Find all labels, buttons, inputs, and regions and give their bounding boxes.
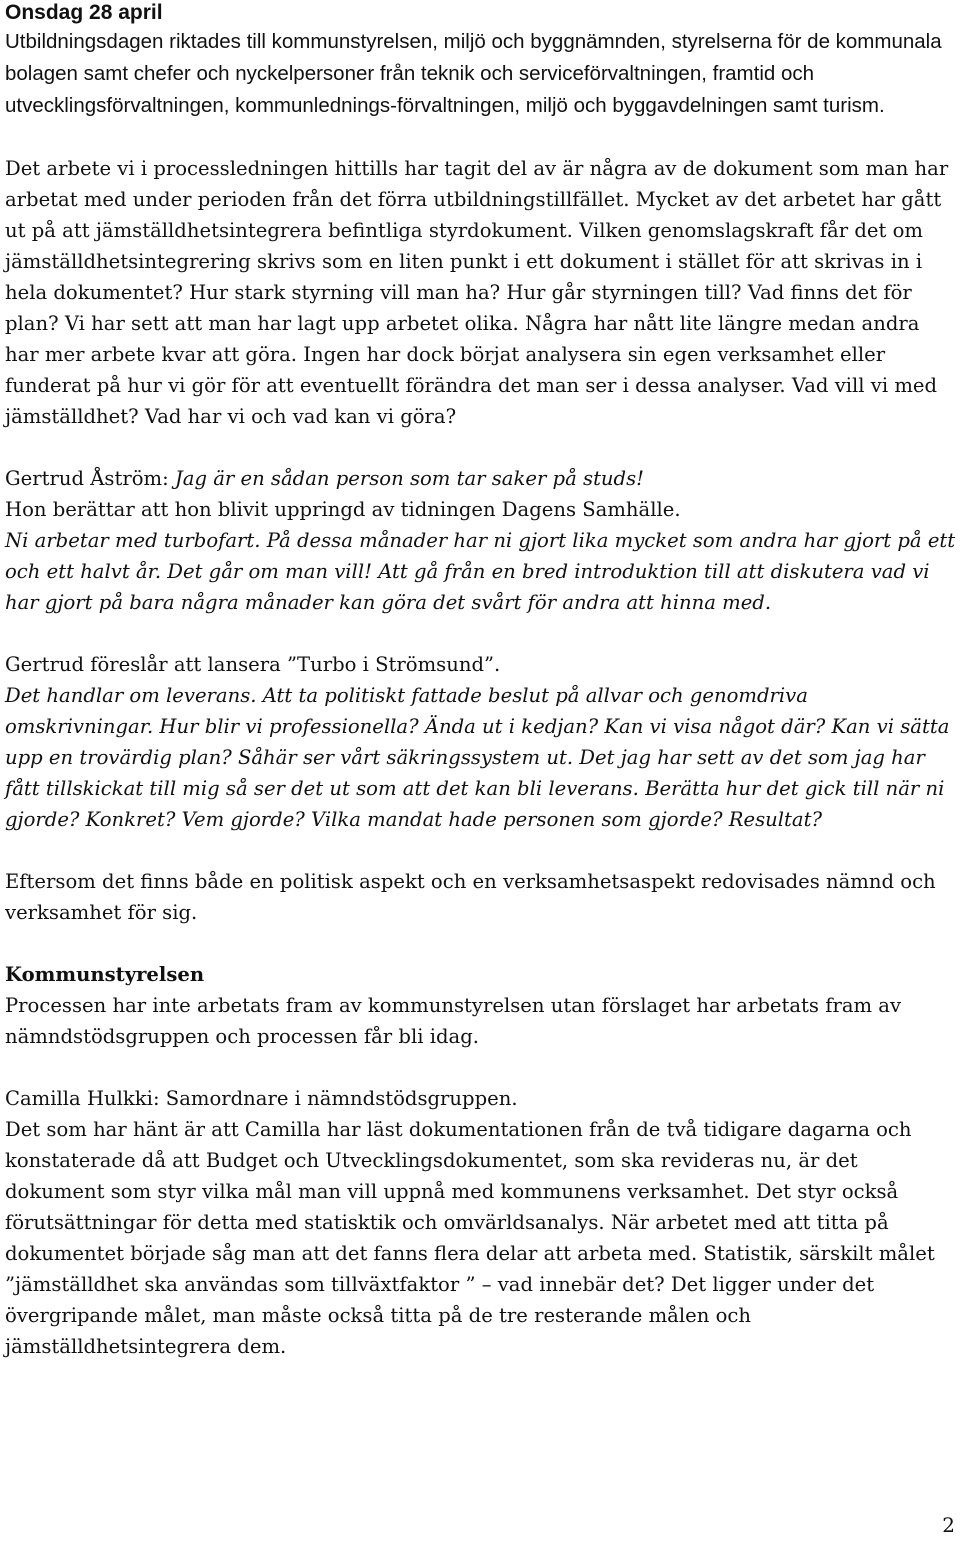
intro-paragraph: Utbildningsdagen riktades till kommunstyrelsen, miljö och byggnämnden, styrelserna för de kommunala bolagen samt chefer och nyckelpersoner från teknik och serviceförvaltningen, framtid och utvecklingsförvaltningen, kommunlednings-förvaltningen, miljö och byggavdelningen samt turism. <box>5 30 942 117</box>
process-paragraph: Det arbete vi i processledningen hittills har tagit del av är några av de dokument som man har arbetat med under perioden från det förra utbildningstillfället. Mycket av det arbetet har gått ut på att jämställdhetsintegrera befintliga styrdokument. Vilken genomslagskraft får det om jämställdhetsintegrering skrivs som en liten punkt i ett dokument i stället för att skrivas in i hela dokumentet? Hur stark styrning vill man ha? Hur går styrningen till? Vad finns det för plan? Vi har sett att man har lagt upp arbetet olika. Några har nått lite längre medan andra har mer arbete kvar att göra. Ingen har dock börjat analysera sin egen verksamhet eller funderat på hur vi gör för att eventuellt förändra det man ser i dessa analyser. Vad vill vi med jämställdhet? Vad har vi och vad kan vi göra? <box>5 157 949 428</box>
gertrud-section <box>5 463 957 618</box>
aspect-paragraph: Eftersom det finns både en politisk aspekt och en verksamhetsaspekt redovisades nämnd och verksamhet för sig. <box>5 870 936 924</box>
paragraph-spacer <box>5 835 957 866</box>
paragraph-spacer <box>5 928 957 959</box>
document-page <box>5 0 957 1362</box>
paragraph-spacer <box>5 1052 957 1083</box>
camilla-section <box>5 1083 957 1362</box>
paragraph-spacer <box>5 122 957 153</box>
speaker-name: Gertrud Åström: <box>5 467 169 490</box>
turbofart-paragraph: Ni arbetar med turbofart. På dessa månader har ni gjort lika mycket som andra har gjort på ett och ett halvt år. Det går om man vill! Att gå från en bred introduktion till att diskutera vad vi har gjort på bara några månader kan göra det svårt för andra att hinna med. <box>5 529 956 614</box>
section-title: Kommunstyrelsen <box>5 963 205 986</box>
camilla-text: Det som har hänt är att Camilla har läst dokumentationen från de två tidigare dagarna och konstaterade då att Budget och Utvecklingsdokumentet, som ska revideras nu, är det dokument som styr vilka mål man vill uppnå med kommunens verksamhet. Det styr också förutsättningar för detta med statisktik och omvärldsanalys. När arbetet med att titta på dokumentet började såg man att det fanns flera delar att arbeta med. Statistik, särskilt målet ”jämställdhet ska användas som tillväxtfaktor ” – vad innebär det? Det ligger under det övergripande målet, man måste också titta på de tre resterande målen och jämställdhetsintegrera dem. <box>5 1118 935 1358</box>
kommunstyrelsen-text: Processen har inte arbetats fram av kommunstyrelsen utan förslaget har arbetats fram av nämndstödsgruppen och processen får bli idag. <box>5 994 902 1048</box>
camilla-intro-line: Camilla Hulkki: Samordnare i nämndstödsgruppen. <box>5 1087 518 1110</box>
kommunstyrelsen-section <box>5 959 957 1052</box>
leverans-paragraph: Det handlar om leverans. Att ta politiskt fattade beslut på allvar och genomdriva omskrivningar. Hur blir vi professionella? Ända ut i kedjan? Kan vi visa något där? Kan vi sätta upp en trovärdig plan? Såhär ser vårt säkringssystem ut. Det jag har sett av det som jag har fått tillskickat till mig så ser det ut som att det kan bli leverans. Berätta hur det gick till när ni gjorde? Konkret? Vem gjorde? Vilka mandat hade personen som gjorde? Resultat? <box>5 684 950 831</box>
page-number: 2 <box>942 1513 955 1537</box>
page-heading: Onsdag 28 april <box>5 1 163 24</box>
turbo-section <box>5 649 957 835</box>
dagens-samhalle-line: Hon berättar att hon blivit uppringd av tidningen Dagens Samhälle. <box>5 498 681 521</box>
turbo-proposal-line: Gertrud föreslår att lansera ”Turbo i Strömsund”. <box>5 653 501 676</box>
speaker-quote: Jag är en sådan person som tar saker på studs! <box>174 467 645 490</box>
paragraph-spacer <box>5 618 957 649</box>
paragraph-spacer <box>5 432 957 463</box>
gertrud-quote-line <box>5 463 957 494</box>
